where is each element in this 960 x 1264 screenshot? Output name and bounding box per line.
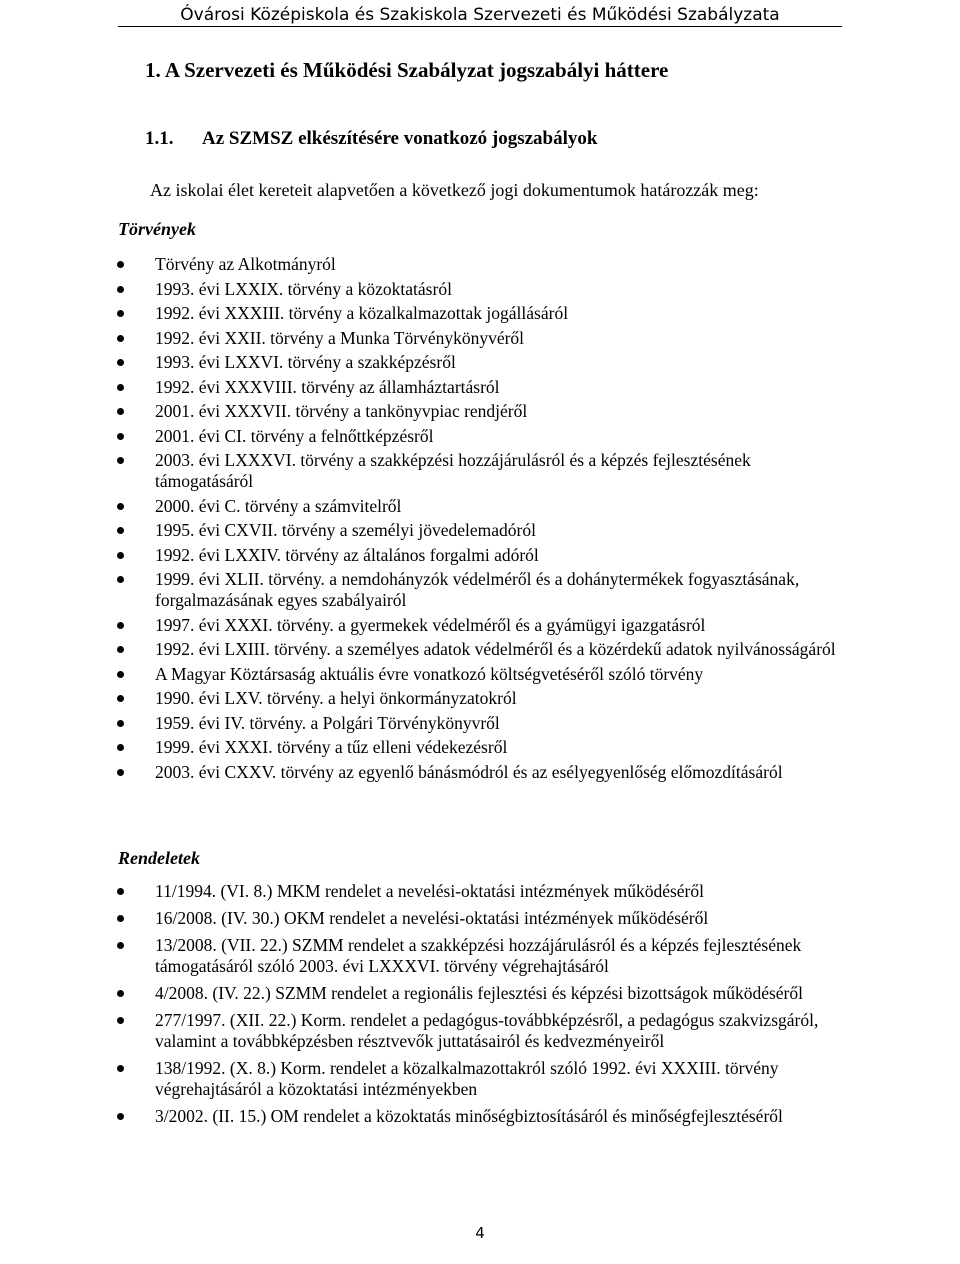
section-heading-text: Az SZMSZ elkészítésére vonatkozó jogszabályok xyxy=(202,128,598,149)
section-heading xyxy=(145,128,597,150)
list-item: 3/2002. (II. 15.) OM rendelet a közoktatás minőségbiztosításáról és minőségfejlesztéséről xyxy=(0,1106,960,1127)
list-item: 1992. évi XXII. törvény a Munka Törvénykönyvéről xyxy=(0,328,960,349)
list-item: 2001. évi CI. törvény a felnőttképzésről xyxy=(0,426,960,447)
list-item: 277/1997. (XII. 22.) Korm. rendelet a pedagógus-továbbképzésről, a pedagógus szakvizsgáról, valamint a továbbképzésben résztvevők juttatásairól és kedvezményeiről xyxy=(0,1010,960,1052)
list-item: 1992. évi XXXVIII. törvény az államháztartásról xyxy=(0,377,960,398)
list-item: 16/2008. (IV. 30.) OKM rendelet a nevelési-oktatási intézmények működéséről xyxy=(0,908,960,929)
list-item: 2003. évi CXXV. törvény az egyenlő bánásmódról és az esélyegyenlőség előmozdításáról xyxy=(0,762,960,783)
list-item: 1959. évi IV. törvény. a Polgári Törvénykönyvről xyxy=(0,713,960,734)
list-item: 2001. évi XXXVII. törvény a tankönyvpiac rendjéről xyxy=(0,401,960,422)
section-number: 1.1. xyxy=(145,128,174,149)
intro-paragraph: Az iskolai élet kereteit alapvetően a következő jogi dokumentumok határozzák meg: xyxy=(150,180,759,200)
list-item: A Magyar Köztársaság aktuális évre vonatkozó költségvetéséről szóló törvény xyxy=(0,664,960,685)
list-item: 1995. évi CXVII. törvény a személyi jövedelemadóról xyxy=(0,520,960,541)
page-header: Óvárosi Középiskola és Szakiskola Szervezeti és Működési Szabályzata xyxy=(180,5,780,25)
list-item: Törvény az Alkotmányról xyxy=(0,254,960,275)
list-item: 1992. évi XXXIII. törvény a közalkalmazottak jogállásáról xyxy=(0,303,960,324)
decrees-list xyxy=(0,881,960,1133)
list-item: 1990. évi LXV. törvény. a helyi önkormányzatokról xyxy=(0,688,960,709)
list-item: 1997. évi XXXI. törvény. a gyermekek védelméről és a gyámügyi igazgatásról xyxy=(0,615,960,636)
list-item: 2003. évi LXXXVI. törvény a szakképzési hozzájárulásról és a képzés fejlesztésének támogatásáról xyxy=(0,450,960,492)
list-item: 2000. évi C. törvény a számvitelről xyxy=(0,496,960,517)
list-item: 4/2008. (IV. 22.) SZMM rendelet a regionális fejlesztési és képzési bizottságok működéséről xyxy=(0,983,960,1004)
list-item: 1999. évi XXXI. törvény a tűz elleni védekezésről xyxy=(0,737,960,758)
laws-subheading: Törvények xyxy=(118,219,196,239)
list-item: 1993. évi LXXVI. törvény a szakképzésről xyxy=(0,352,960,373)
laws-list xyxy=(0,254,960,786)
list-item: 13/2008. (VII. 22.) SZMM rendelet a szakképzési hozzájárulásról és a képzés fejlesztésének támogatásáról szóló 2003. évi LXXXVI. törvény végrehajtásáról xyxy=(0,935,960,977)
list-item: 1992. évi LXIII. törvény. a személyes adatok védelméről és a közérdekű adatok nyilvánosságáról xyxy=(0,639,960,660)
list-item: 11/1994. (VI. 8.) MKM rendelet a nevelési-oktatási intézmények működéséről xyxy=(0,881,960,902)
decrees-subheading: Rendeletek xyxy=(118,848,200,868)
list-item: 1993. évi LXXIX. törvény a közoktatásról xyxy=(0,279,960,300)
list-item: 1999. évi XLII. törvény. a nemdohányzók védelméről és a dohánytermékek fogyasztásának, forgalmazásának egyes szabályairól xyxy=(0,569,960,611)
chapter-heading: 1. A Szervezeti és Működési Szabályzat jogszabályi háttere xyxy=(145,58,669,82)
list-item: 138/1992. (X. 8.) Korm. rendelet a közalkalmazottakról szóló 1992. évi XXXIII. törvény végrehajtásáról a közoktatási intézményekben xyxy=(0,1058,960,1100)
page-number: 4 xyxy=(475,1224,485,1242)
list-item: 1992. évi LXXIV. törvény az általános forgalmi adóról xyxy=(0,545,960,566)
header-rule xyxy=(118,26,842,27)
